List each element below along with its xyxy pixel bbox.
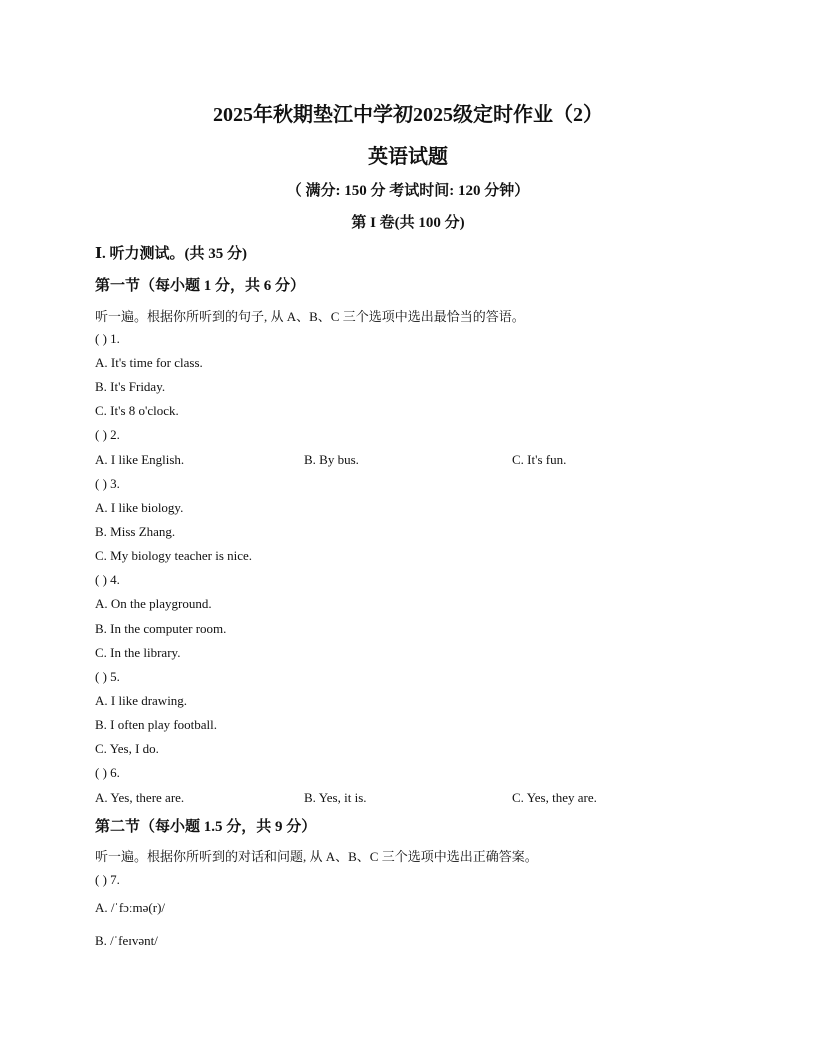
q7-option-b: B. /ˈfeɪvənt/ (95, 933, 158, 948)
q1-option-a: A. It's time for class. (95, 355, 203, 370)
q2-option-c: C. It's fun. (512, 452, 567, 467)
q6-option-b: B. Yes, it is. (304, 790, 367, 805)
q3-number: ( ) 3. (95, 476, 120, 491)
q4-option-c: C. In the library. (95, 645, 181, 660)
q6-option-a: A. Yes, there are. (95, 790, 185, 805)
q6-number: ( ) 6. (95, 765, 120, 780)
q4-option-b: B. In the computer room. (95, 621, 227, 636)
q5-option-a: A. I like drawing. (95, 693, 188, 708)
q2-option-b: B. By bus. (304, 452, 359, 467)
q4-option-a: A. On the playground. (95, 596, 212, 611)
q3-option-c: C. My biology teacher is nice. (95, 548, 253, 563)
section2-instruction: 听一遍。根据你所听到的对话和问题, 从 A、B、C 三个选项中选出正确答案。 (95, 849, 538, 864)
volume-heading: 第 I 卷(共 100 分) (351, 215, 465, 231)
section2-heading: 第二节（每小题 1.5 分，共 9 分） (95, 819, 317, 835)
part1-heading: Ⅰ. 听力测试。(共 35 分) (95, 246, 248, 262)
q1-number: ( ) 1. (95, 331, 120, 346)
section1-heading: 第一节（每小题 1 分，共 6 分） (95, 278, 306, 294)
q5-option-b: B. I often play football. (95, 717, 218, 732)
q4-number: ( ) 4. (95, 572, 120, 587)
q6-option-c: C. Yes, they are. (512, 790, 597, 805)
q3-option-b: B. Miss Zhang. (95, 524, 176, 539)
q1-option-b: B. It's Friday. (95, 379, 166, 394)
document-title: 2025年秋期垫江中学初2025级定时作业（2） (213, 104, 603, 126)
score-time-info: （ 满分: 150 分 考试时间: 120 分钟） (286, 183, 530, 199)
section1-instruction: 听一遍。根据你所听到的句子, 从 A、B、C 三个选项中选出最恰当的答语。 (95, 309, 525, 324)
q7-number: ( ) 7. (95, 872, 120, 887)
q1-option-c: C. It's 8 o'clock. (95, 403, 179, 418)
q7-option-a: A. /ˈfɔːmə(r)/ (95, 900, 166, 915)
q2-number: ( ) 2. (95, 427, 120, 442)
q5-option-c: C. Yes, I do. (95, 741, 159, 756)
subject-title: 英语试题 (368, 146, 448, 168)
q2-option-a: A. I like English. (95, 452, 185, 467)
q5-number: ( ) 5. (95, 669, 120, 684)
q3-option-a: A. I like biology. (95, 500, 184, 515)
